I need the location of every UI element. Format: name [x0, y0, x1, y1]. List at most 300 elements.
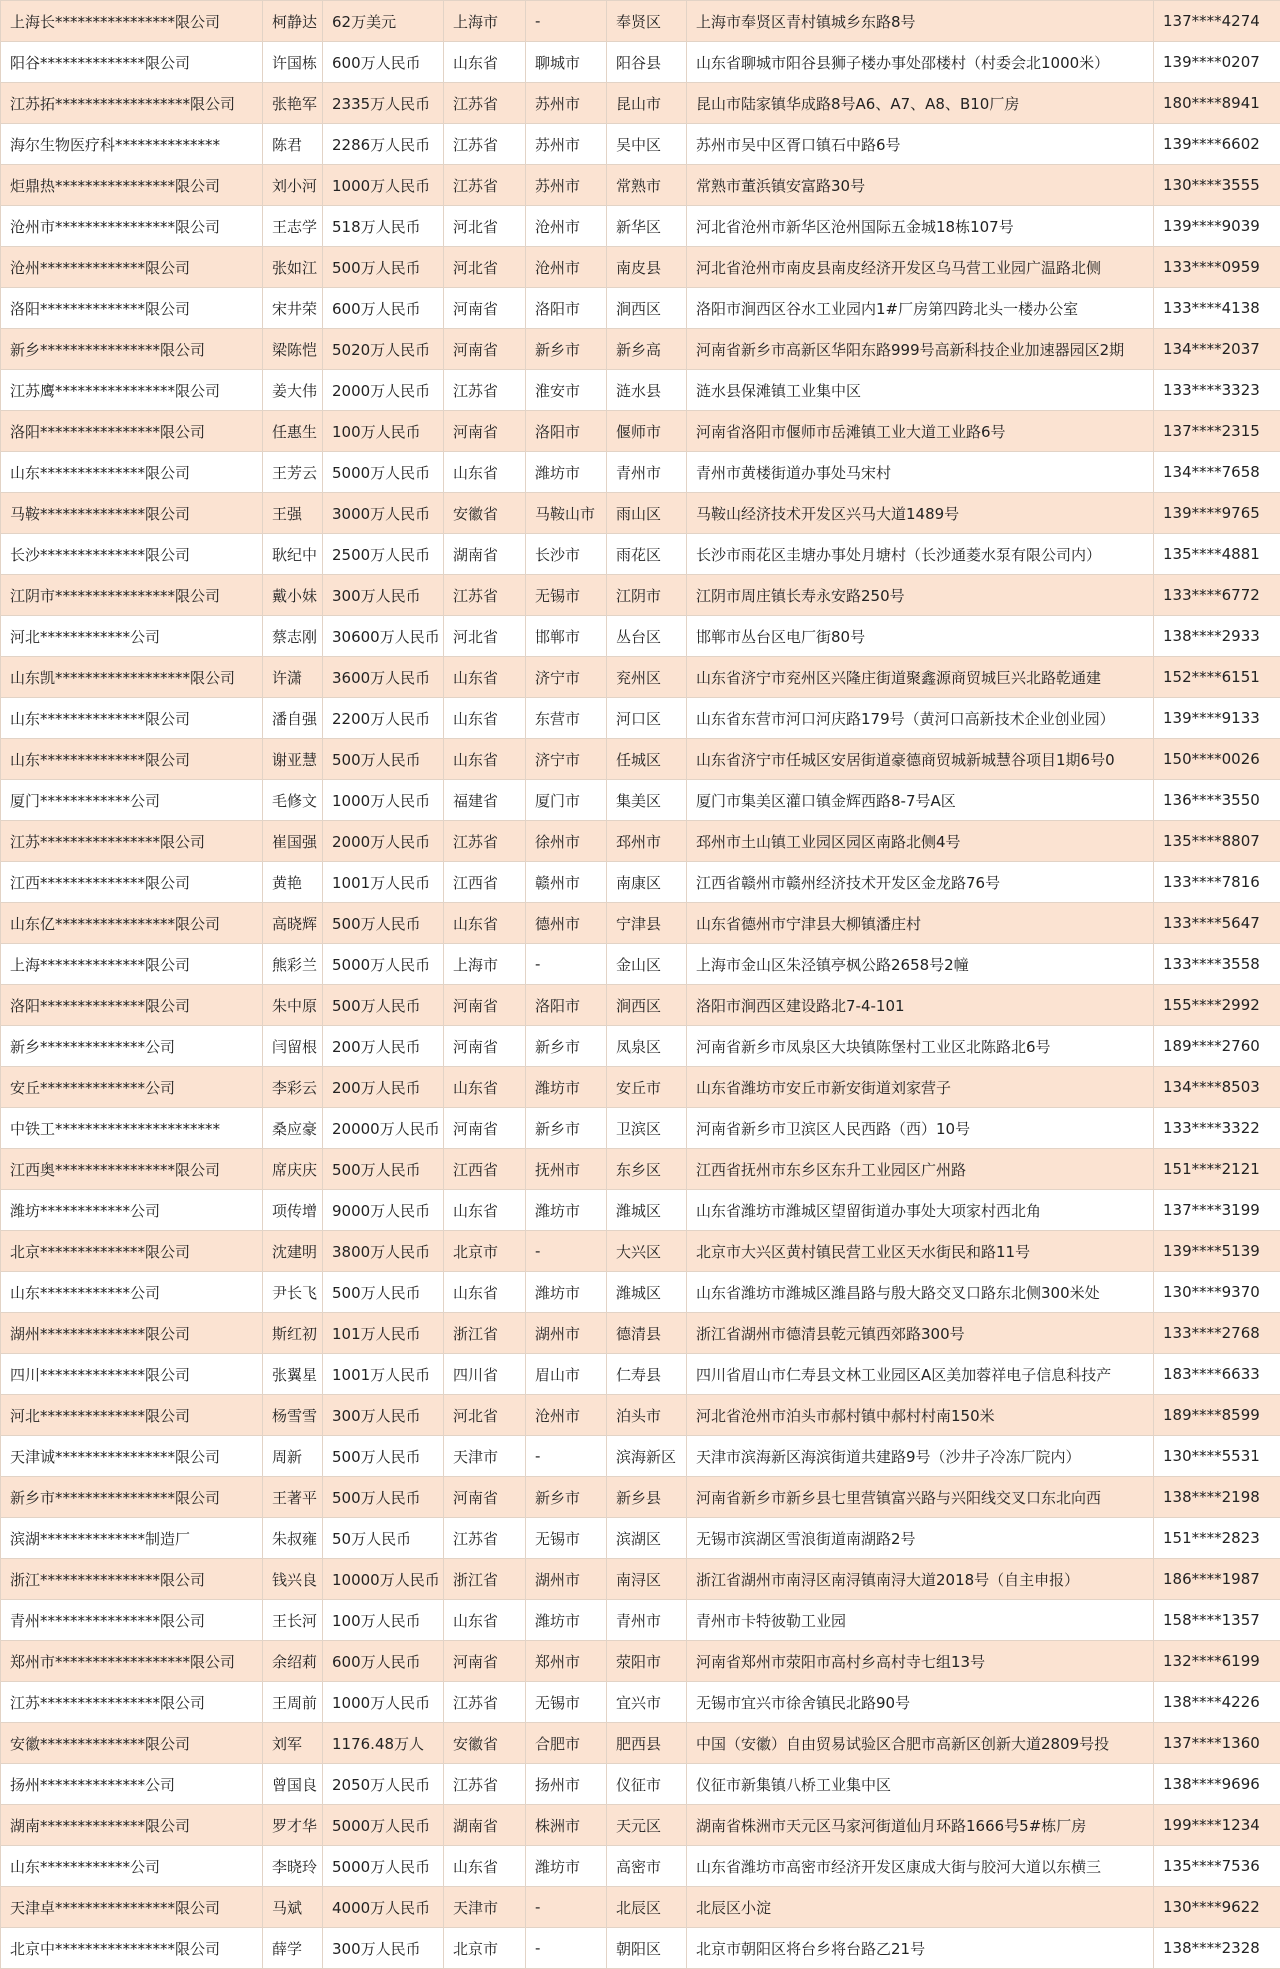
company-name-cell: 洛阳**************限公司	[1, 288, 263, 329]
city-cell: 沧州市	[526, 247, 607, 288]
registered-capital-cell: 2335万人民币	[323, 83, 444, 124]
registered-capital-cell: 500万人民币	[323, 1436, 444, 1477]
phone-cell: 134****8503	[1154, 1067, 1280, 1108]
province-cell: 江西省	[444, 1149, 526, 1190]
table-row	[1, 247, 1280, 288]
table-row	[1, 411, 1280, 452]
city-cell: 抚州市	[526, 1149, 607, 1190]
address-cell: 邳州市土山镇工业园区园区南路北侧4号	[687, 821, 1154, 862]
phone-cell: 138****4226	[1154, 1682, 1280, 1723]
company-name-cell: 海尔生物医疗科**************	[1, 124, 263, 165]
province-cell: 福建省	[444, 780, 526, 821]
table-row	[1, 1846, 1280, 1887]
legal-person-cell: 蔡志刚	[263, 616, 323, 657]
table-row	[1, 1026, 1280, 1067]
table-row	[1, 1559, 1280, 1600]
phone-cell: 139****5139	[1154, 1231, 1280, 1272]
company-name-cell: 山东************公司	[1, 1846, 263, 1887]
registered-capital-cell: 2200万人民币	[323, 698, 444, 739]
legal-person-cell: 王志学	[263, 206, 323, 247]
address-cell: 北京市朝阳区将台乡将台路乙21号	[687, 1928, 1154, 1969]
city-cell: 苏州市	[526, 165, 607, 206]
company-name-cell: 洛阳****************限公司	[1, 411, 263, 452]
registered-capital-cell: 500万人民币	[323, 985, 444, 1026]
phone-cell: 139****9039	[1154, 206, 1280, 247]
address-cell: 苏州市吴中区胥口镇石中路6号	[687, 124, 1154, 165]
district-cell: 青州市	[607, 1600, 687, 1641]
phone-cell: 133****3322	[1154, 1108, 1280, 1149]
address-cell: 山东省聊城市阳谷县狮子楼办事处邵楼村（村委会北1000米）	[687, 42, 1154, 83]
address-cell: 江西省抚州市东乡区东升工业园区广州路	[687, 1149, 1154, 1190]
address-cell: 昆山市陆家镇华成路8号A6、A7、A8、B10厂房	[687, 83, 1154, 124]
company-name-cell: 天津卓****************限公司	[1, 1887, 263, 1928]
legal-person-cell: 陈君	[263, 124, 323, 165]
registered-capital-cell: 518万人民币	[323, 206, 444, 247]
table-row	[1, 370, 1280, 411]
city-cell: 潍坊市	[526, 1190, 607, 1231]
legal-person-cell: 王芳云	[263, 452, 323, 493]
legal-person-cell: 毛修文	[263, 780, 323, 821]
legal-person-cell: 钱兴良	[263, 1559, 323, 1600]
address-cell: 河南省新乡市凤泉区大块镇陈堡村工业区北陈路北6号	[687, 1026, 1154, 1067]
company-name-cell: 江苏拓******************限公司	[1, 83, 263, 124]
legal-person-cell: 梁陈恺	[263, 329, 323, 370]
registered-capital-cell: 1000万人民币	[323, 780, 444, 821]
legal-person-cell: 朱叔雍	[263, 1518, 323, 1559]
province-cell: 山东省	[444, 42, 526, 83]
table-row	[1, 1764, 1280, 1805]
company-name-cell: 郑州市******************限公司	[1, 1641, 263, 1682]
city-cell: 新乡市	[526, 1108, 607, 1149]
district-cell: 涧西区	[607, 985, 687, 1026]
city-cell: 邯郸市	[526, 616, 607, 657]
phone-cell: 133****4138	[1154, 288, 1280, 329]
city-cell: 赣州市	[526, 862, 607, 903]
table-row	[1, 1313, 1280, 1354]
registered-capital-cell: 5000万人民币	[323, 1846, 444, 1887]
legal-person-cell: 席庆庆	[263, 1149, 323, 1190]
city-cell: 无锡市	[526, 1518, 607, 1559]
registered-capital-cell: 200万人民币	[323, 1026, 444, 1067]
address-cell: 山东省东营市河口河庆路179号（黄河口高新技术企业创业园）	[687, 698, 1154, 739]
table-row	[1, 1395, 1280, 1436]
city-cell: -	[526, 1928, 607, 1969]
registered-capital-cell: 2000万人民币	[323, 821, 444, 862]
province-cell: 江苏省	[444, 83, 526, 124]
table-row	[1, 616, 1280, 657]
city-cell: 洛阳市	[526, 985, 607, 1026]
district-cell: 阳谷县	[607, 42, 687, 83]
province-cell: 上海市	[444, 944, 526, 985]
phone-cell: 138****2933	[1154, 616, 1280, 657]
company-name-cell: 山东**************限公司	[1, 452, 263, 493]
table-row	[1, 575, 1280, 616]
province-cell: 河南省	[444, 411, 526, 452]
phone-cell: 139****9765	[1154, 493, 1280, 534]
district-cell: 任城区	[607, 739, 687, 780]
address-cell: 长沙市雨花区圭塘办事处月塘村（长沙通菱水泵有限公司内）	[687, 534, 1154, 575]
city-cell: 无锡市	[526, 575, 607, 616]
registered-capital-cell: 1000万人民币	[323, 165, 444, 206]
province-cell: 江苏省	[444, 370, 526, 411]
registered-capital-cell: 1000万人民币	[323, 1682, 444, 1723]
company-name-cell: 山东凯******************限公司	[1, 657, 263, 698]
registered-capital-cell: 500万人民币	[323, 903, 444, 944]
company-name-cell: 青州****************限公司	[1, 1600, 263, 1641]
province-cell: 江苏省	[444, 165, 526, 206]
district-cell: 天元区	[607, 1805, 687, 1846]
province-cell: 河北省	[444, 616, 526, 657]
address-cell: 上海市奉贤区青村镇城乡东路8号	[687, 1, 1154, 42]
address-cell: 北辰区小淀	[687, 1887, 1154, 1928]
table-row	[1, 83, 1280, 124]
province-cell: 河南省	[444, 1641, 526, 1682]
district-cell: 荥阳市	[607, 1641, 687, 1682]
table-row	[1, 206, 1280, 247]
company-name-cell: 马鞍**************限公司	[1, 493, 263, 534]
registered-capital-cell: 3800万人民币	[323, 1231, 444, 1272]
address-cell: 厦门市集美区灌口镇金辉西路8-7号A区	[687, 780, 1154, 821]
legal-person-cell: 崔国强	[263, 821, 323, 862]
district-cell: 潍城区	[607, 1272, 687, 1313]
legal-person-cell: 柯静达	[263, 1, 323, 42]
address-cell: 无锡市滨湖区雪浪街道南湖路2号	[687, 1518, 1154, 1559]
table-row	[1, 1272, 1280, 1313]
province-cell: 江苏省	[444, 124, 526, 165]
company-name-cell: 湖南**************限公司	[1, 1805, 263, 1846]
legal-person-cell: 朱中原	[263, 985, 323, 1026]
registered-capital-cell: 9000万人民币	[323, 1190, 444, 1231]
phone-cell: 152****6151	[1154, 657, 1280, 698]
city-cell: 沧州市	[526, 1395, 607, 1436]
company-name-cell: 新乡**************公司	[1, 1026, 263, 1067]
province-cell: 山东省	[444, 1190, 526, 1231]
city-cell: 株洲市	[526, 1805, 607, 1846]
city-cell: 潍坊市	[526, 1272, 607, 1313]
legal-person-cell: 王强	[263, 493, 323, 534]
phone-cell: 137****1360	[1154, 1723, 1280, 1764]
phone-cell: 130****3555	[1154, 165, 1280, 206]
province-cell: 河北省	[444, 247, 526, 288]
address-cell: 马鞍山经济技术开发区兴马大道1489号	[687, 493, 1154, 534]
district-cell: 东乡区	[607, 1149, 687, 1190]
company-name-cell: 四川**************限公司	[1, 1354, 263, 1395]
legal-person-cell: 刘军	[263, 1723, 323, 1764]
registered-capital-cell: 5000万人民币	[323, 452, 444, 493]
legal-person-cell: 许潇	[263, 657, 323, 698]
district-cell: 河口区	[607, 698, 687, 739]
address-cell: 河南省新乡市卫滨区人民西路（西）10号	[687, 1108, 1154, 1149]
company-name-cell: 山东************公司	[1, 1272, 263, 1313]
table-row	[1, 903, 1280, 944]
district-cell: 常熟市	[607, 165, 687, 206]
district-cell: 宜兴市	[607, 1682, 687, 1723]
legal-person-cell: 黄艳	[263, 862, 323, 903]
phone-cell: 133****2768	[1154, 1313, 1280, 1354]
address-cell: 湖南省株洲市天元区马家河街道仙月环路1666号5#栋厂房	[687, 1805, 1154, 1846]
table-row	[1, 124, 1280, 165]
phone-cell: 151****2823	[1154, 1518, 1280, 1559]
address-cell: 常熟市董浜镇安富路30号	[687, 165, 1154, 206]
company-name-cell: 中铁工**********************	[1, 1108, 263, 1149]
phone-cell: 130****9370	[1154, 1272, 1280, 1313]
company-name-cell: 洛阳**************限公司	[1, 985, 263, 1026]
table-row	[1, 1805, 1280, 1846]
company-name-cell: 阳谷**************限公司	[1, 42, 263, 83]
legal-person-cell: 沈建明	[263, 1231, 323, 1272]
table-row	[1, 1436, 1280, 1477]
table-row	[1, 862, 1280, 903]
phone-cell: 199****1234	[1154, 1805, 1280, 1846]
district-cell: 雨山区	[607, 493, 687, 534]
address-cell: 山东省济宁市任城区安居街道豪德商贸城新城慧谷项目1期6号0	[687, 739, 1154, 780]
address-cell: 青州市卡特彼勒工业园	[687, 1600, 1154, 1641]
phone-cell: 134****2037	[1154, 329, 1280, 370]
district-cell: 邳州市	[607, 821, 687, 862]
phone-cell: 133****7816	[1154, 862, 1280, 903]
registered-capital-cell: 600万人民币	[323, 42, 444, 83]
registered-capital-cell: 200万人民币	[323, 1067, 444, 1108]
district-cell: 泊头市	[607, 1395, 687, 1436]
table-row	[1, 944, 1280, 985]
city-cell: 长沙市	[526, 534, 607, 575]
city-cell: 马鞍山市	[526, 493, 607, 534]
legal-person-cell: 姜大伟	[263, 370, 323, 411]
province-cell: 河北省	[444, 206, 526, 247]
province-cell: 湖南省	[444, 534, 526, 575]
company-name-cell: 浙江****************限公司	[1, 1559, 263, 1600]
company-name-cell: 北京**************限公司	[1, 1231, 263, 1272]
registered-capital-cell: 300万人民币	[323, 1928, 444, 1969]
address-cell: 四川省眉山市仁寿县文林工业园区A区美加蓉祥电子信息科技产	[687, 1354, 1154, 1395]
province-cell: 山东省	[444, 1600, 526, 1641]
company-name-cell: 潍坊************公司	[1, 1190, 263, 1231]
phone-cell: 130****5531	[1154, 1436, 1280, 1477]
registered-capital-cell: 2000万人民币	[323, 370, 444, 411]
province-cell: 上海市	[444, 1, 526, 42]
province-cell: 山东省	[444, 739, 526, 780]
phone-cell: 133****6772	[1154, 575, 1280, 616]
district-cell: 新乡县	[607, 1477, 687, 1518]
district-cell: 丛台区	[607, 616, 687, 657]
district-cell: 宁津县	[607, 903, 687, 944]
address-cell: 江西省赣州市赣州经济技术开发区金龙路76号	[687, 862, 1154, 903]
table-row	[1, 821, 1280, 862]
table-row	[1, 1477, 1280, 1518]
province-cell: 山东省	[444, 657, 526, 698]
province-cell: 山东省	[444, 452, 526, 493]
company-name-cell: 上海**************限公司	[1, 944, 263, 985]
city-cell: 新乡市	[526, 329, 607, 370]
city-cell: 新乡市	[526, 1477, 607, 1518]
company-name-cell: 山东**************限公司	[1, 698, 263, 739]
company-name-cell: 江西奥****************限公司	[1, 1149, 263, 1190]
district-cell: 高密市	[607, 1846, 687, 1887]
registered-capital-cell: 5000万人民币	[323, 1805, 444, 1846]
province-cell: 河南省	[444, 1108, 526, 1149]
address-cell: 中国（安徽）自由贸易试验区合肥市高新区创新大道2809号投	[687, 1723, 1154, 1764]
city-cell: 洛阳市	[526, 411, 607, 452]
legal-person-cell: 张艳军	[263, 83, 323, 124]
phone-cell: 155****2992	[1154, 985, 1280, 1026]
legal-person-cell: 斯红初	[263, 1313, 323, 1354]
province-cell: 湖南省	[444, 1805, 526, 1846]
district-cell: 昆山市	[607, 83, 687, 124]
district-cell: 德清县	[607, 1313, 687, 1354]
address-cell: 浙江省湖州市德清县乾元镇西郊路300号	[687, 1313, 1154, 1354]
registered-capital-cell: 600万人民币	[323, 1641, 444, 1682]
phone-cell: 136****3550	[1154, 780, 1280, 821]
legal-person-cell: 张翼星	[263, 1354, 323, 1395]
company-name-cell: 山东亿****************限公司	[1, 903, 263, 944]
province-cell: 浙江省	[444, 1313, 526, 1354]
registered-capital-cell: 3600万人民币	[323, 657, 444, 698]
table-row	[1, 1723, 1280, 1764]
company-name-cell: 江苏鹰****************限公司	[1, 370, 263, 411]
city-cell: 潍坊市	[526, 452, 607, 493]
city-cell: 济宁市	[526, 657, 607, 698]
phone-cell: 137****4274	[1154, 1, 1280, 42]
address-cell: 山东省济宁市兖州区兴隆庄街道聚鑫源商贸城巨兴北路乾通建	[687, 657, 1154, 698]
address-cell: 上海市金山区朱泾镇亭枫公路2658号2幢	[687, 944, 1154, 985]
company-name-cell: 安丘**************公司	[1, 1067, 263, 1108]
table-body	[1, 1, 1280, 1969]
district-cell: 涧西区	[607, 288, 687, 329]
legal-person-cell: 任惠生	[263, 411, 323, 452]
phone-cell: 132****6199	[1154, 1641, 1280, 1682]
company-name-cell: 沧州**************限公司	[1, 247, 263, 288]
table-row	[1, 657, 1280, 698]
table-row	[1, 1887, 1280, 1928]
legal-person-cell: 张如江	[263, 247, 323, 288]
phone-cell: 135****4881	[1154, 534, 1280, 575]
province-cell: 天津市	[444, 1436, 526, 1477]
district-cell: 集美区	[607, 780, 687, 821]
district-cell: 金山区	[607, 944, 687, 985]
district-cell: 滨湖区	[607, 1518, 687, 1559]
district-cell: 朝阳区	[607, 1928, 687, 1969]
legal-person-cell: 王周前	[263, 1682, 323, 1723]
address-cell: 河北省沧州市新华区沧州国际五金城18栋107号	[687, 206, 1154, 247]
city-cell: -	[526, 1887, 607, 1928]
phone-cell: 133****3558	[1154, 944, 1280, 985]
district-cell: 兖州区	[607, 657, 687, 698]
province-cell: 河南省	[444, 329, 526, 370]
registered-capital-cell: 4000万人民币	[323, 1887, 444, 1928]
table-row	[1, 1, 1280, 42]
registered-capital-cell: 30600万人民币	[323, 616, 444, 657]
phone-cell: 135****7536	[1154, 1846, 1280, 1887]
city-cell: 新乡市	[526, 1026, 607, 1067]
address-cell: 无锡市宜兴市徐舍镇民北路90号	[687, 1682, 1154, 1723]
registered-capital-cell: 1001万人民币	[323, 1354, 444, 1395]
registered-capital-cell: 300万人民币	[323, 575, 444, 616]
province-cell: 北京市	[444, 1231, 526, 1272]
address-cell: 河南省洛阳市偃师市岳滩镇工业大道工业路6号	[687, 411, 1154, 452]
table-row	[1, 1600, 1280, 1641]
company-name-cell: 江西**************限公司	[1, 862, 263, 903]
address-cell: 浙江省湖州市南浔区南浔镇南浔大道2018号（自主申报）	[687, 1559, 1154, 1600]
address-cell: 河南省郑州市荥阳市高村乡高村寺七组13号	[687, 1641, 1154, 1682]
registered-capital-cell: 300万人民币	[323, 1395, 444, 1436]
address-cell: 山东省潍坊市高密市经济开发区康成大街与胶河大道以东横三	[687, 1846, 1154, 1887]
table-row	[1, 1231, 1280, 1272]
province-cell: 安徽省	[444, 493, 526, 534]
district-cell: 卫滨区	[607, 1108, 687, 1149]
district-cell: 青州市	[607, 452, 687, 493]
address-cell: 邯郸市丛台区电厂街80号	[687, 616, 1154, 657]
registered-capital-cell: 600万人民币	[323, 288, 444, 329]
phone-cell: 139****0207	[1154, 42, 1280, 83]
district-cell: 江阴市	[607, 575, 687, 616]
city-cell: 济宁市	[526, 739, 607, 780]
city-cell: 潍坊市	[526, 1846, 607, 1887]
legal-person-cell: 熊彩兰	[263, 944, 323, 985]
table-row	[1, 1190, 1280, 1231]
city-cell: 无锡市	[526, 1682, 607, 1723]
city-cell: -	[526, 1436, 607, 1477]
company-name-cell: 江苏****************限公司	[1, 821, 263, 862]
legal-person-cell: 李彩云	[263, 1067, 323, 1108]
phone-cell: 138****2198	[1154, 1477, 1280, 1518]
table-row	[1, 452, 1280, 493]
legal-person-cell: 项传增	[263, 1190, 323, 1231]
phone-cell: 137****2315	[1154, 411, 1280, 452]
province-cell: 北京市	[444, 1928, 526, 1969]
address-cell: 青州市黄楼街道办事处马宋村	[687, 452, 1154, 493]
address-cell: 河南省新乡市新乡县七里营镇富兴路与兴阳线交叉口东北向西	[687, 1477, 1154, 1518]
phone-cell: 180****8941	[1154, 83, 1280, 124]
legal-person-cell: 高晓辉	[263, 903, 323, 944]
company-name-cell: 河北************公司	[1, 616, 263, 657]
company-name-cell: 长沙**************限公司	[1, 534, 263, 575]
table-row	[1, 1067, 1280, 1108]
registered-capital-cell: 100万人民币	[323, 411, 444, 452]
city-cell: 厦门市	[526, 780, 607, 821]
district-cell: 滨海新区	[607, 1436, 687, 1477]
address-cell: 山东省潍坊市潍城区潍昌路与殷大路交叉口路东北侧300米处	[687, 1272, 1154, 1313]
legal-person-cell: 薛学	[263, 1928, 323, 1969]
table-row	[1, 780, 1280, 821]
company-name-cell: 北京中****************限公司	[1, 1928, 263, 1969]
city-cell: 眉山市	[526, 1354, 607, 1395]
table-row	[1, 985, 1280, 1026]
phone-cell: 138****2328	[1154, 1928, 1280, 1969]
registered-capital-cell: 50万人民币	[323, 1518, 444, 1559]
district-cell: 南康区	[607, 862, 687, 903]
province-cell: 山东省	[444, 1846, 526, 1887]
registered-capital-cell: 2050万人民币	[323, 1764, 444, 1805]
table-row	[1, 288, 1280, 329]
city-cell: 郑州市	[526, 1641, 607, 1682]
district-cell: 涟水县	[607, 370, 687, 411]
province-cell: 江苏省	[444, 575, 526, 616]
legal-person-cell: 王著平	[263, 1477, 323, 1518]
province-cell: 江苏省	[444, 821, 526, 862]
city-cell: -	[526, 1, 607, 42]
company-name-cell: 天津诚****************限公司	[1, 1436, 263, 1477]
address-cell: 河北省沧州市南皮县南皮经济开发区乌马营工业园广温路北侧	[687, 247, 1154, 288]
province-cell: 河北省	[444, 1395, 526, 1436]
district-cell: 安丘市	[607, 1067, 687, 1108]
legal-person-cell: 周新	[263, 1436, 323, 1477]
district-cell: 仁寿县	[607, 1354, 687, 1395]
phone-cell: 130****9622	[1154, 1887, 1280, 1928]
phone-cell: 139****9133	[1154, 698, 1280, 739]
legal-person-cell: 宋井荣	[263, 288, 323, 329]
registered-capital-cell: 5020万人民币	[323, 329, 444, 370]
city-cell: 洛阳市	[526, 288, 607, 329]
